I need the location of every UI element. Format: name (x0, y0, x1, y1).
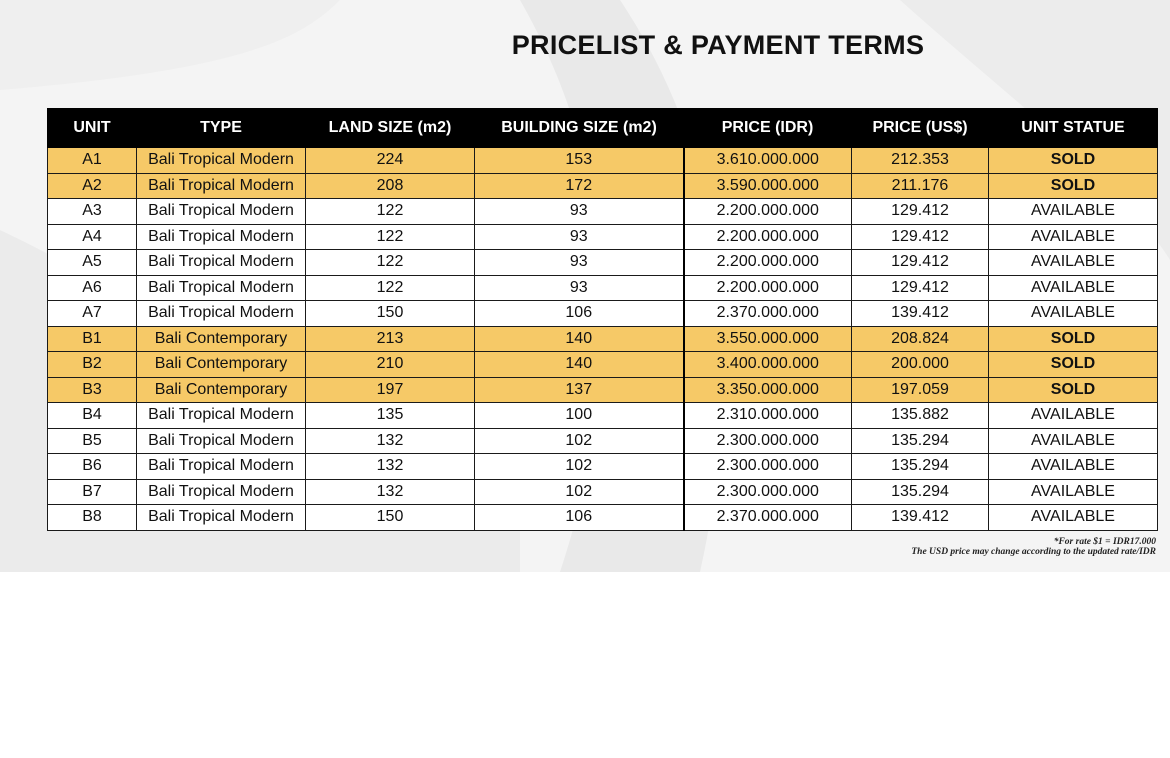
land-size-cell: 122 (306, 199, 475, 225)
status-cell: SOLD (989, 148, 1158, 174)
land-size-cell: 213 (306, 326, 475, 352)
type-cell: Bali Tropical Modern (137, 199, 306, 225)
column-header-building-size: BUILDING SIZE (m2) (475, 109, 684, 148)
price-idr-cell: 2.310.000.000 (684, 403, 852, 429)
price-idr-cell: 3.400.000.000 (684, 352, 852, 378)
rate-footnote (911, 537, 1156, 557)
rate-note: *For rate $1 = IDR17.000 (1053, 537, 1156, 547)
land-size-cell: 122 (306, 250, 475, 276)
price-idr-cell: 3.610.000.000 (684, 148, 852, 174)
land-size-cell: 122 (306, 224, 475, 250)
table-row (48, 301, 1158, 327)
price-usd-cell: 129.412 (852, 275, 989, 301)
unit-cell: A6 (48, 275, 137, 301)
price-idr-cell: 3.350.000.000 (684, 377, 852, 403)
land-size-cell: 208 (306, 173, 475, 199)
building-size-cell: 93 (475, 250, 684, 276)
land-size-cell: 150 (306, 505, 475, 531)
price-idr-cell: 2.300.000.000 (684, 428, 852, 454)
price-usd-cell: 139.412 (852, 301, 989, 327)
price-usd-cell: 129.412 (852, 250, 989, 276)
table-row (48, 250, 1158, 276)
type-cell: Bali Tropical Modern (137, 479, 306, 505)
unit-cell: B2 (48, 352, 137, 378)
price-usd-cell: 135.294 (852, 454, 989, 480)
table-row (48, 148, 1158, 174)
land-size-cell: 132 (306, 428, 475, 454)
price-usd-cell: 129.412 (852, 224, 989, 250)
price-idr-cell: 2.370.000.000 (684, 505, 852, 531)
price-idr-cell: 2.200.000.000 (684, 224, 852, 250)
status-cell: AVAILABLE (989, 199, 1158, 225)
status-cell: AVAILABLE (989, 224, 1158, 250)
page-title: PRICELIST & PAYMENT TERMS (511, 30, 925, 60)
building-size-cell: 140 (475, 326, 684, 352)
unit-cell: A4 (48, 224, 137, 250)
status-cell: SOLD (989, 173, 1158, 199)
column-header-unit-status: UNIT STATUE (989, 109, 1158, 148)
pricelist-table (47, 108, 1158, 531)
price-usd-cell: 129.412 (852, 199, 989, 225)
unit-cell: B4 (48, 403, 137, 429)
price-usd-cell: 208.824 (852, 326, 989, 352)
price-idr-cell: 2.200.000.000 (684, 250, 852, 276)
type-cell: Bali Tropical Modern (137, 224, 306, 250)
land-size-cell: 197 (306, 377, 475, 403)
building-size-cell: 106 (475, 301, 684, 327)
table-row (48, 326, 1158, 352)
type-cell: Bali Tropical Modern (137, 173, 306, 199)
building-size-cell: 100 (475, 403, 684, 429)
price-idr-cell: 3.550.000.000 (684, 326, 852, 352)
building-size-cell: 102 (475, 428, 684, 454)
status-cell: SOLD (989, 326, 1158, 352)
land-size-cell: 224 (306, 148, 475, 174)
building-size-cell: 140 (475, 352, 684, 378)
table-row (48, 224, 1158, 250)
column-header-type: TYPE (137, 109, 306, 148)
unit-cell: B3 (48, 377, 137, 403)
price-idr-cell: 2.370.000.000 (684, 301, 852, 327)
table-row (48, 428, 1158, 454)
land-size-cell: 132 (306, 454, 475, 480)
unit-cell: A1 (48, 148, 137, 174)
price-usd-cell: 135.882 (852, 403, 989, 429)
building-size-cell: 102 (475, 454, 684, 480)
table-row (48, 275, 1158, 301)
unit-cell: B8 (48, 505, 137, 531)
type-cell: Bali Tropical Modern (137, 403, 306, 429)
type-cell: Bali Tropical Modern (137, 275, 306, 301)
land-size-cell: 135 (306, 403, 475, 429)
price-idr-cell: 2.300.000.000 (684, 454, 852, 480)
price-usd-cell: 135.294 (852, 479, 989, 505)
building-size-cell: 106 (475, 505, 684, 531)
type-cell: Bali Tropical Modern (137, 148, 306, 174)
building-size-cell: 172 (475, 173, 684, 199)
type-cell: Bali Contemporary (137, 352, 306, 378)
table-row (48, 454, 1158, 480)
land-size-cell: 210 (306, 352, 475, 378)
column-header-unit: UNIT (48, 109, 137, 148)
type-cell: Bali Tropical Modern (137, 250, 306, 276)
building-size-cell: 137 (475, 377, 684, 403)
table-row (48, 479, 1158, 505)
status-cell: AVAILABLE (989, 454, 1158, 480)
price-usd-cell: 211.176 (852, 173, 989, 199)
price-idr-cell: 3.590.000.000 (684, 173, 852, 199)
building-size-cell: 102 (475, 479, 684, 505)
table-row (48, 173, 1158, 199)
status-cell: AVAILABLE (989, 301, 1158, 327)
table-row (48, 352, 1158, 378)
unit-cell: B7 (48, 479, 137, 505)
land-size-cell: 122 (306, 275, 475, 301)
status-cell: SOLD (989, 352, 1158, 378)
column-header-price-idr: PRICE (IDR) (684, 109, 852, 148)
building-size-cell: 93 (475, 224, 684, 250)
price-usd-cell: 135.294 (852, 428, 989, 454)
price-idr-cell: 2.300.000.000 (684, 479, 852, 505)
type-cell: Bali Contemporary (137, 377, 306, 403)
unit-cell: A3 (48, 199, 137, 225)
status-cell: AVAILABLE (989, 275, 1158, 301)
table-row (48, 403, 1158, 429)
type-cell: Bali Contemporary (137, 326, 306, 352)
building-size-cell: 153 (475, 148, 684, 174)
type-cell: Bali Tropical Modern (137, 505, 306, 531)
status-cell: AVAILABLE (989, 479, 1158, 505)
type-cell: Bali Tropical Modern (137, 428, 306, 454)
table-row (48, 199, 1158, 225)
unit-cell: A5 (48, 250, 137, 276)
status-cell: AVAILABLE (989, 428, 1158, 454)
rate-disclaimer: The USD price may change according to the updated rate/IDR (911, 547, 1156, 557)
unit-cell: A2 (48, 173, 137, 199)
table-row (48, 505, 1158, 531)
price-usd-cell: 200.000 (852, 352, 989, 378)
price-usd-cell: 212.353 (852, 148, 989, 174)
price-usd-cell: 139.412 (852, 505, 989, 531)
column-header-price-usd: PRICE (US$) (852, 109, 989, 148)
building-size-cell: 93 (475, 275, 684, 301)
unit-cell: B6 (48, 454, 137, 480)
building-size-cell: 93 (475, 199, 684, 225)
status-cell: AVAILABLE (989, 505, 1158, 531)
table-row (48, 377, 1158, 403)
land-size-cell: 132 (306, 479, 475, 505)
unit-cell: A7 (48, 301, 137, 327)
unit-cell: B1 (48, 326, 137, 352)
status-cell: AVAILABLE (989, 250, 1158, 276)
type-cell: Bali Tropical Modern (137, 454, 306, 480)
price-usd-cell: 197.059 (852, 377, 989, 403)
price-idr-cell: 2.200.000.000 (684, 199, 852, 225)
status-cell: AVAILABLE (989, 403, 1158, 429)
price-idr-cell: 2.200.000.000 (684, 275, 852, 301)
status-cell: SOLD (989, 377, 1158, 403)
table-header-row (48, 109, 1158, 148)
land-size-cell: 150 (306, 301, 475, 327)
unit-cell: B5 (48, 428, 137, 454)
column-header-land-size: LAND SIZE (m2) (306, 109, 475, 148)
type-cell: Bali Tropical Modern (137, 301, 306, 327)
